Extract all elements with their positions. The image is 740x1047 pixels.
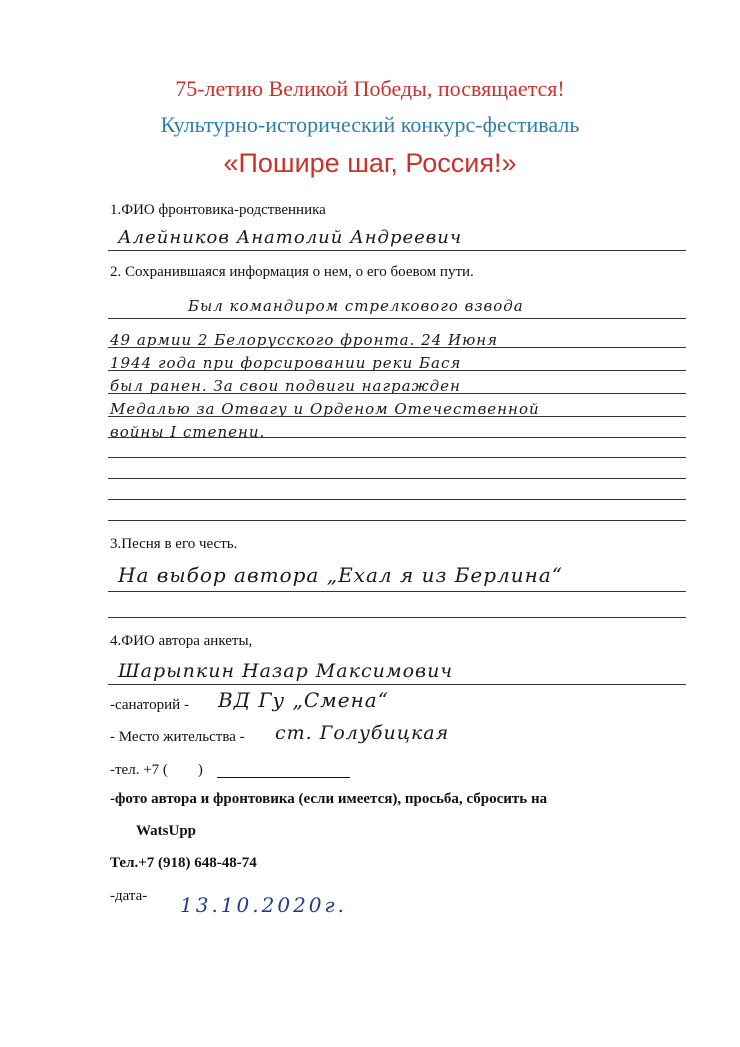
q4-label: 4.ФИО автора анкеты, <box>110 633 253 649</box>
q2-rule-2 <box>108 347 686 348</box>
q3-rule-1 <box>108 591 686 592</box>
q1-answer-line <box>108 250 686 251</box>
q2-rule-4 <box>108 393 686 394</box>
q2-rule-7 <box>108 457 686 458</box>
q2-rule-6 <box>108 437 686 438</box>
q2-answer-line-3: 1944 года при форсировании реки Бася <box>110 354 462 372</box>
q2-answer-line-6: войны I степени. <box>110 423 266 441</box>
phone-blank-line <box>217 777 350 778</box>
q2-rule-8 <box>108 478 686 479</box>
residence-value: ст. Голубицкая <box>275 722 450 744</box>
phone-label: -тел. +7 ( ) <box>110 762 203 778</box>
sanatorium-label: -санаторий - <box>110 697 189 713</box>
header-dedication: 75-летию Великой Победы, посвящается! <box>175 76 565 101</box>
q2-rule-1 <box>108 318 686 319</box>
sanatorium-value: ВД Гу „Смена“ <box>218 688 389 712</box>
photo-note: -фото автора и фронтовика (если имеется), просьба, сбросить на <box>110 791 548 807</box>
q2-answer-line-4: был ранен. За свои подвиги награжден <box>110 377 461 395</box>
q3-answer: На выбор автора „Ехал я из Берлина“ <box>118 563 563 587</box>
contact-phone: Тел.+7 (918) 648-48-74 <box>110 855 257 871</box>
q4-answer-line <box>108 684 686 685</box>
q2-answer-line-5: Медалью за Отвагу и Орденом Отечественной <box>110 400 540 418</box>
q3-label: 3.Песня в его честь. <box>110 536 238 552</box>
q2-rule-9 <box>108 499 686 500</box>
q4-answer: Шарыпкин Назар Максимович <box>118 660 454 682</box>
q2-answer-line-2: 49 армии 2 Белорусского фронта. 24 Июня <box>110 331 499 349</box>
q3-rule-2 <box>108 617 686 618</box>
q1-label: 1.ФИО фронтовика-родственника <box>110 202 326 218</box>
date-label: -дата- <box>110 888 148 904</box>
residence-label: - Место жительства - <box>110 729 245 745</box>
header-festival-name: «Пошире шаг, Россия!» <box>223 148 517 178</box>
q2-rule-10 <box>108 520 686 521</box>
q2-answer-line-1: Был командиром стрелкового взвода <box>188 297 524 315</box>
q2-rule-3 <box>108 370 686 371</box>
messenger-name: WatsUpp <box>136 823 197 839</box>
q2-label: 2. Сохранившаяся информация о нем, о его боевом пути. <box>110 264 474 280</box>
q1-answer: Алейников Анатолий Андреевич <box>118 227 463 248</box>
header-contest-title: Культурно-исторический конкурс-фестиваль <box>160 112 580 137</box>
q2-rule-5 <box>108 416 686 417</box>
date-value: 13.10.2020г. <box>180 893 347 917</box>
